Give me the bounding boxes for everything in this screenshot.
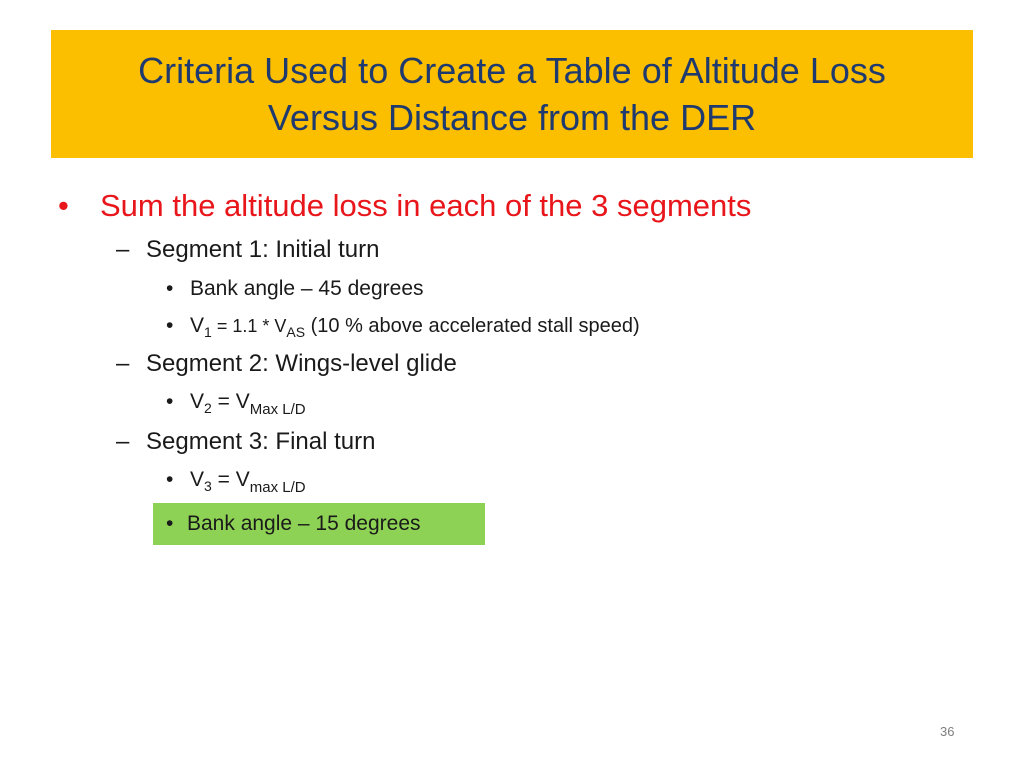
bullet-marker: • — [166, 277, 174, 300]
dash-marker: – — [116, 350, 130, 377]
segment-1-label: Segment 1: Initial turn — [146, 236, 380, 263]
bullet-marker: • — [166, 468, 174, 491]
slide-title-line-1: Criteria Used to Create a Table of Altitude Loss — [138, 50, 886, 91]
bullet-marker: • — [166, 314, 174, 337]
segment-3-speed-text: $V_3 = V_{max L/D}$ — [190, 468, 306, 496]
segment-1-bank-text: Bank angle – 45 degrees — [190, 277, 424, 300]
segment-2-label: Segment 2: Wings-level glide — [146, 350, 457, 377]
bullet-marker: • — [58, 188, 69, 223]
segment-3-label: Segment 3: Final turn — [146, 428, 376, 455]
page-number: 36 — [940, 724, 955, 739]
main-bullet-text: Sum the altitude loss in each of the 3 segments — [100, 188, 752, 223]
title-banner — [51, 30, 973, 158]
bullet-marker: • — [166, 512, 174, 535]
segment-1-speed-text: $V_1 = 1.1 * V_{AS}$ (10 % above accelerated stall speed) — [190, 314, 640, 340]
dash-marker: – — [116, 428, 130, 455]
dash-marker: – — [116, 236, 130, 263]
slide-title-line-2: Versus Distance from the DER — [267, 97, 757, 138]
segment-3-bank-text: Bank angle – 15 degrees — [187, 512, 421, 535]
segment-2-speed-text: $V_2 = V_{Max L/D}$ — [190, 390, 306, 418]
bullet-marker: • — [166, 390, 174, 413]
